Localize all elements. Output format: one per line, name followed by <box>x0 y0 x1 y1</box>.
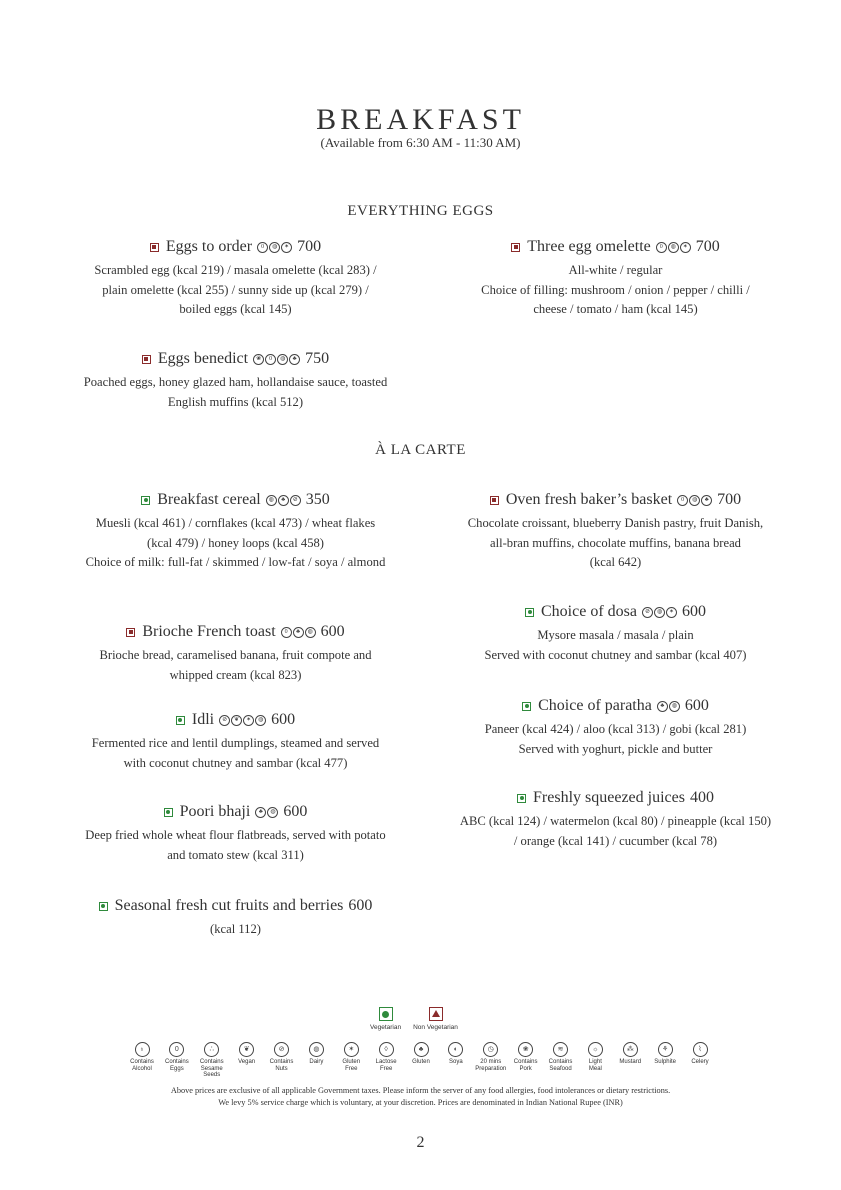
legend-entry <box>614 1042 646 1079</box>
menu-item-price: 600 <box>348 897 373 914</box>
legend-label-line-2: Preparation <box>475 1065 507 1072</box>
contains-dairy-icon: ◍ <box>277 354 288 365</box>
legend-label-line-2: Nuts <box>275 1065 288 1072</box>
soya-icon: ◐ <box>448 1042 463 1057</box>
legend-vegetarian <box>370 1007 401 1031</box>
legend-entry <box>126 1042 158 1079</box>
description-line: ABC (kcal 124) / watermelon (kcal 80) / pineapple (kcal 150) <box>459 814 772 828</box>
contains-dairy-icon: ◍ <box>269 242 280 253</box>
legend-entry <box>545 1042 577 1079</box>
menu-item-heading <box>48 348 423 370</box>
menu-item-description <box>48 734 423 773</box>
menu-item-three-egg-omelette <box>428 236 803 320</box>
legend-entry <box>231 1042 263 1079</box>
gluten-free-icon: ✶ <box>680 242 691 253</box>
vegetarian-icon <box>517 794 526 803</box>
disclaimer <box>0 1085 841 1109</box>
vegetarian-icon <box>164 808 173 817</box>
non-vegetarian-icon <box>429 1007 443 1021</box>
menu-item-heading <box>48 621 423 643</box>
description-line: boiled eggs (kcal 145) <box>179 302 292 316</box>
menu-item-heading <box>428 787 803 809</box>
menu-item-name: Freshly squeezed juices <box>533 789 685 806</box>
legend-label-line-2: Eggs <box>170 1065 184 1072</box>
menu-item-name: Choice of dosa <box>541 603 637 620</box>
legend-non-vegetarian <box>413 1007 458 1031</box>
gluten-icon: ♣ <box>289 354 300 365</box>
menu-item-price: 700 <box>695 238 720 255</box>
allergen-icons <box>266 495 301 506</box>
legend-label-line-1: Contains <box>165 1059 189 1065</box>
description-line: Brioche bread, caramelised banana, fruit compote and <box>99 648 372 662</box>
lactose-free-icon: ◊ <box>379 1042 394 1057</box>
description-line: Mysore masala / masala / plain <box>537 628 694 642</box>
non-vegetarian-icon <box>490 496 499 505</box>
menu-item-heading <box>428 236 803 258</box>
description-line: (kcal 642) <box>589 555 642 569</box>
legend-entry <box>405 1042 437 1079</box>
description-line: English muffins (kcal 512) <box>167 394 304 409</box>
menu-item-heading <box>428 601 803 623</box>
contains-eggs-icon: 0 <box>656 242 667 253</box>
menu-item-heading <box>48 895 423 917</box>
legend-label-line-1: Contains <box>269 1059 294 1065</box>
description-line: Chocolate croissant, blueberry Danish pastry, fruit Danish, <box>467 516 764 530</box>
description-line: and tomato stew (kcal 311) <box>167 847 304 862</box>
description-line: Scrambled egg (kcal 219) / masala omelette (kcal 283) / <box>94 263 377 277</box>
gluten-icon: ♣ <box>414 1042 429 1057</box>
sulphite-icon: ⚘ <box>658 1042 673 1057</box>
light-meal-icon: ☼ <box>588 1042 603 1057</box>
description-line: (kcal 112) <box>210 922 261 936</box>
gluten-free-icon: ✶ <box>281 242 292 253</box>
menu-item-price: 700 <box>717 491 742 508</box>
non-vegetarian-icon <box>511 243 520 252</box>
menu-item-price: 600 <box>681 603 706 620</box>
legend-label-line-2: Free <box>379 1065 393 1072</box>
vegetarian-icon <box>141 496 150 505</box>
description-line: Choice of milk: full-fat / skimmed / low-fat / soya / almond <box>85 555 386 569</box>
description-line: Poached eggs, honey glazed ham, hollandaise sauce, toasted <box>83 375 388 389</box>
menu-item-name: Breakfast cereal <box>157 491 261 508</box>
vegetarian-icon <box>176 716 185 725</box>
legend-label-line-2: Sesame Seeds <box>200 1065 223 1078</box>
contains-dairy-icon: ◍ <box>267 807 278 818</box>
menu-item-name: Three egg omelette <box>527 238 651 255</box>
contains-pork-icon: ❀ <box>518 1042 533 1057</box>
menu-item-bakers-basket <box>428 489 803 573</box>
contains-dairy-icon: ◍ <box>309 1042 324 1057</box>
menu-item-name: Seasonal fresh cut fruits and berries <box>114 897 344 914</box>
legend-label-line-1: Contains <box>548 1059 573 1065</box>
gluten-free-icon: ✶ <box>243 715 254 726</box>
menu-item-name: Brioche French toast <box>142 623 276 640</box>
gluten-icon: ♣ <box>657 701 668 712</box>
description-line: Fermented rice and lentil dumplings, steamed and served <box>91 736 380 750</box>
vegan-icon: ❦ <box>239 1042 254 1057</box>
contains-dairy-icon: ◍ <box>255 715 266 726</box>
allergen-icons <box>642 607 677 618</box>
legend-entry <box>579 1042 611 1079</box>
legend-label-line-1: Lactose <box>375 1059 397 1065</box>
menu-item-price: 400 <box>689 789 714 806</box>
description-line: Served with coconut chutney and sambar (kcal 407) <box>484 647 747 662</box>
allergen-icons <box>657 701 680 712</box>
menu-item-seasonal-fruits <box>48 895 423 940</box>
mustard-icon: ⁂ <box>623 1042 638 1057</box>
menu-item-price: 600 <box>320 623 345 640</box>
menu-item-name: Idli <box>191 711 215 728</box>
description-line: All-white / regular <box>568 263 663 277</box>
contains-dairy-icon: ◍ <box>654 607 665 618</box>
menu-item-description <box>428 261 803 320</box>
allergen-icons <box>677 495 712 506</box>
description-line: cheese / tomato / ham (kcal 145) <box>533 302 698 316</box>
menu-item-name: Choice of paratha <box>538 697 652 714</box>
menu-item-heading <box>48 801 423 823</box>
non-vegetarian-icon <box>150 243 159 252</box>
description-line: Muesli (kcal 461) / cornflakes (kcal 473) / wheat flakes <box>95 516 376 530</box>
menu-item-choice-of-dosa <box>428 601 803 665</box>
menu-item-price: 600 <box>271 711 296 728</box>
legend-label-line-1: Contains <box>130 1059 154 1065</box>
contains-dairy-icon: ◍ <box>669 701 680 712</box>
gluten-free-icon: ✶ <box>344 1042 359 1057</box>
allergen-icons <box>656 242 691 253</box>
legend-label-line-1: Light <box>588 1059 602 1065</box>
legend-label-line-1: Gluten <box>412 1059 430 1065</box>
description-line: all-bran muffins, chocolate muffins, banana bread <box>490 535 741 550</box>
description-line: plain omelette (kcal 255) / sunny side up (kcal 279) / <box>102 282 369 297</box>
menu-item-description <box>428 514 803 573</box>
contains-dairy-icon: ◍ <box>266 495 277 506</box>
menu-item-description <box>428 626 803 665</box>
menu-item-choice-of-paratha <box>428 695 803 759</box>
menu-item-poori-bhaji <box>48 801 423 865</box>
menu-item-eggs-benedict <box>48 348 423 412</box>
prep-20-icon: ◷ <box>483 1042 498 1057</box>
menu-item-description <box>48 514 423 573</box>
contains-eggs-icon: 0 <box>677 495 688 506</box>
legend-label-line-2: Alcohol <box>132 1065 152 1072</box>
gluten-icon: ♣ <box>701 495 712 506</box>
gluten-icon: ♣ <box>278 495 289 506</box>
menu-item-description <box>48 826 423 865</box>
contains-dairy-icon: ◍ <box>305 627 316 638</box>
menu-item-description <box>428 812 803 851</box>
legend-entry <box>510 1042 542 1079</box>
menu-item-description <box>48 920 423 940</box>
non-vegetarian-icon <box>142 355 151 364</box>
menu-item-idli <box>48 709 423 773</box>
legend-label-line-1: Contains <box>513 1059 538 1065</box>
contains-eggs-icon: 0 <box>281 627 292 638</box>
menu-item-price: 750 <box>305 350 330 367</box>
celery-icon: ⌇ <box>693 1042 708 1057</box>
menu-item-heading <box>48 489 423 511</box>
description-line: Deep fried whole wheat flour flatbreads, served with potato <box>85 828 386 842</box>
description-line: whipped cream (kcal 823) <box>169 667 302 682</box>
contains-pork-icon: ❀ <box>253 354 264 365</box>
contains-nuts-icon: ⊘ <box>642 607 653 618</box>
allergen-icons <box>219 715 266 726</box>
contains-seafood-icon: ≋ <box>553 1042 568 1057</box>
menu-item-eggs-to-order <box>48 236 423 320</box>
legend-entry <box>161 1042 193 1079</box>
contains-nuts-icon: ⊘ <box>290 495 301 506</box>
section-everything-eggs: EVERYTHING EGGS <box>347 203 494 219</box>
legend-label-line-1: Dairy <box>309 1059 324 1065</box>
vegetarian-icon <box>525 608 534 617</box>
menu-item-breakfast-cereal <box>48 489 423 573</box>
contains-nuts-icon: ⊘ <box>274 1042 289 1057</box>
description-line: Choice of filling: mushroom / onion / pepper / chilli / <box>481 282 750 297</box>
contains-alcohol-icon: ♁ <box>135 1042 150 1057</box>
legend-entry <box>300 1042 332 1079</box>
vegetarian-icon <box>379 1007 393 1021</box>
section-a-la-carte: À LA CARTE <box>375 442 466 458</box>
menu-item-description <box>48 646 423 685</box>
legend-label-line-1: Contains <box>199 1059 224 1065</box>
menu-item-heading <box>428 489 803 511</box>
legend-vegetarian-label: Vegetarian <box>370 1024 402 1031</box>
menu-item-price: 600 <box>283 803 308 820</box>
gluten-free-icon: ✶ <box>666 607 677 618</box>
contains-eggs-icon: 0 <box>169 1042 184 1057</box>
gluten-icon: ♣ <box>293 627 304 638</box>
menu-item-description <box>428 720 803 759</box>
contains-nuts-icon: ⊘ <box>219 715 230 726</box>
menu-item-name: Eggs to order <box>165 238 253 255</box>
menu-item-price: 350 <box>305 491 330 508</box>
menu-item-heading <box>48 236 423 258</box>
legend-label-line-2: Seafood <box>549 1065 572 1072</box>
legend-entry <box>335 1042 367 1079</box>
legend-label-line-2: Free <box>345 1065 358 1072</box>
page-title: BREAKFAST <box>316 103 525 136</box>
contains-dairy-icon: ◍ <box>689 495 700 506</box>
legend-label-line-1: Gluten <box>342 1059 361 1065</box>
description-line: Paneer (kcal 424) / aloo (kcal 313) / gobi (kcal 281) <box>484 722 747 736</box>
allergen-icons <box>281 627 316 638</box>
vegetarian-icon <box>522 702 531 711</box>
description-line: Served with yoghurt, pickle and butter <box>518 741 713 756</box>
legend-label-line-1: Mustard <box>619 1059 642 1065</box>
disclaimer-line-1: Above prices are exclusive of all applicable Government taxes. Please inform the server of any food allergies, food intolerances or dietary restrictions. <box>170 1086 671 1095</box>
contains-eggs-icon: 0 <box>265 354 276 365</box>
contains-sesame-icon: ∴ <box>204 1042 219 1057</box>
menu-item-freshly-squeezed-juices <box>428 787 803 851</box>
menu-item-heading <box>428 695 803 717</box>
contains-dairy-icon: ◍ <box>668 242 679 253</box>
menu-item-name: Oven fresh baker’s basket <box>505 491 673 508</box>
menu-item-name: Eggs benedict <box>157 350 249 367</box>
menu-item-description <box>48 373 423 412</box>
legend-non-vegetarian-label: Non Vegetarian <box>413 1024 458 1031</box>
menu-item-brioche-french-toast <box>48 621 423 685</box>
legend-entry <box>196 1042 228 1079</box>
allergen-legend <box>126 1042 716 1079</box>
description-line: with coconut chutney and sambar (kcal 477) <box>123 755 348 770</box>
legend-label-line-1: Vegan <box>238 1059 256 1065</box>
non-vegetarian-icon <box>126 628 135 637</box>
legend-label-line-1: Sulphite <box>654 1059 676 1065</box>
menu-item-price: 700 <box>297 238 322 255</box>
menu-item-price: 600 <box>684 697 709 714</box>
legend-entry <box>440 1042 472 1079</box>
legend-label-line-1: 20 mins <box>480 1059 502 1065</box>
vegan-icon: ❦ <box>231 715 242 726</box>
menu-item-description <box>48 261 423 320</box>
legend-entry <box>266 1042 298 1079</box>
allergen-icons <box>253 354 300 365</box>
diet-type-legend <box>370 1007 458 1031</box>
legend-label-line-2: Meal <box>588 1065 602 1072</box>
allergen-icons <box>255 807 278 818</box>
availability-hours: (Available from 6:30 AM - 11:30 AM) <box>320 135 521 150</box>
legend-label-line-1: Celery <box>691 1059 709 1065</box>
contains-eggs-icon: 0 <box>257 242 268 253</box>
legend-label-line-1: Soya <box>449 1059 463 1065</box>
legend-label-line-2: Pork <box>519 1065 532 1072</box>
page-number: 2 <box>416 1134 425 1151</box>
legend-entry <box>684 1042 716 1079</box>
vegetarian-icon <box>99 902 108 911</box>
gluten-icon: ♣ <box>255 807 266 818</box>
menu-item-name: Poori bhaji <box>179 803 251 820</box>
disclaimer-line-2: We levy 5% service charge which is voluntary, at your discretion. Prices are denominated in Indian National Rupee (INR) <box>218 1098 623 1107</box>
description-line: / orange (kcal 141) / cucumber (kcal 78) <box>513 833 718 848</box>
allergen-icons <box>257 242 292 253</box>
legend-entry <box>649 1042 681 1079</box>
menu-item-heading <box>48 709 423 731</box>
description-line: (kcal 479) / honey loops (kcal 458) <box>147 535 324 550</box>
legend-entry <box>475 1042 507 1079</box>
legend-entry <box>370 1042 402 1079</box>
